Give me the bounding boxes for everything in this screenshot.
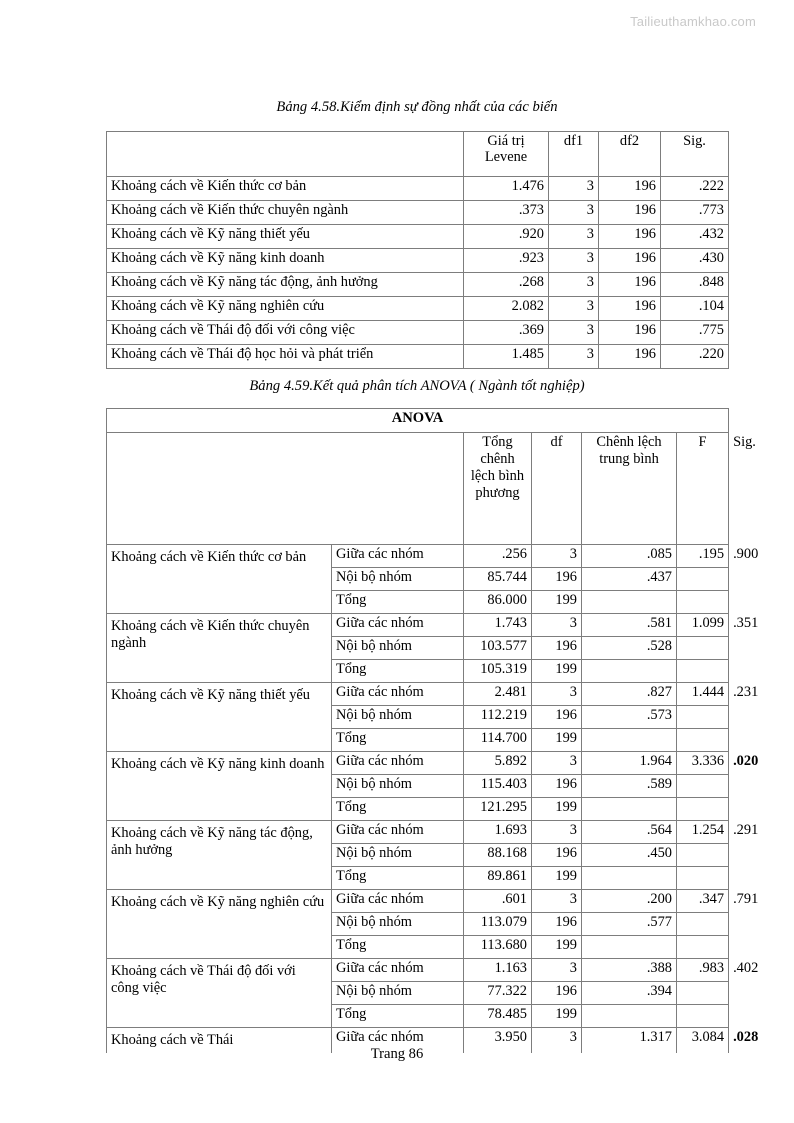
anova-sum-squares: 3.950 [464, 1028, 532, 1054]
anova-group-label: Khoảng cách về Kiến thức chuyên ngành [107, 614, 332, 683]
anova-sum-squares: 1.163 [464, 959, 532, 982]
anova-source-label: Tổng [332, 660, 464, 683]
anova-df: 196 [532, 775, 582, 798]
levene-row-value: .373 [464, 200, 549, 224]
levene-row-df2: 196 [599, 272, 661, 296]
levene-row-label: Khoảng cách về Thái độ đối với công việc [107, 320, 464, 344]
levene-row-sig: .104 [661, 296, 729, 320]
anova-source-label: Tổng [332, 591, 464, 614]
anova-mean-square [582, 660, 677, 683]
table-row: Khoảng cách về Thái độ đối với công việc Giữa các nhóm 1.163 3 .388 .983 .402 [107, 959, 729, 982]
table-row [107, 344, 729, 368]
anova-mean-square [582, 798, 677, 821]
anova-mean-square: .437 [582, 568, 677, 591]
levene-row-df2: 196 [599, 248, 661, 272]
anova-source-label: Nội bộ nhóm [332, 637, 464, 660]
anova-f-value [677, 936, 729, 959]
table-row [107, 224, 729, 248]
levene-row-df1: 3 [549, 344, 599, 368]
anova-df: 3 [532, 821, 582, 844]
anova-mean-square: 1.317 [582, 1028, 677, 1054]
levene-row-sig: .220 [661, 344, 729, 368]
page-footer: Trang 86 [370, 1046, 424, 1062]
anova-sum-squares: 112.219 [464, 706, 532, 729]
anova-f-value [677, 706, 729, 729]
anova-df: 3 [532, 752, 582, 775]
table-row: Khoảng cách về Kỹ năng nghiên cứu Giữa các nhóm .601 3 .200 .347 .791 [107, 890, 729, 913]
anova-df: 196 [532, 568, 582, 591]
anova-df: 199 [532, 660, 582, 683]
levene-header-df2: df2 [599, 131, 661, 176]
levene-row-df1: 3 [549, 272, 599, 296]
anova-mean-square: .394 [582, 982, 677, 1005]
anova-sum-squares: .601 [464, 890, 532, 913]
anova-group-label: Khoảng cách về Thái [107, 1028, 332, 1054]
anova-mean-square: .827 [582, 683, 677, 706]
anova-f-value [677, 729, 729, 752]
anova-df: 199 [532, 867, 582, 890]
anova-f-value [677, 844, 729, 867]
levene-row-label: Khoảng cách về Kiến thức chuyên ngành [107, 200, 464, 224]
anova-source-label: Tổng [332, 936, 464, 959]
watermark: Tailieuthamkhao.com [630, 14, 756, 29]
anova-header-blank [107, 433, 464, 545]
anova-group-label: Khoảng cách về Kỹ năng thiết yếu [107, 683, 332, 752]
anova-sum-squares: 77.322 [464, 982, 532, 1005]
anova-f-value: 1.444 [677, 683, 729, 706]
anova-mean-square [582, 591, 677, 614]
levene-row-sig: .430 [661, 248, 729, 272]
anova-f-value [677, 637, 729, 660]
anova-mean-square: 1.964 [582, 752, 677, 775]
document-content [106, 0, 759, 1053]
levene-row-label: Khoảng cách về Kỹ năng tác động, ảnh hưởng [107, 272, 464, 296]
anova-df: 3 [532, 683, 582, 706]
table-458-caption: Bảng 4.58.Kiểm định sự đồng nhất của các biến [276, 99, 558, 115]
anova-df: 3 [532, 614, 582, 637]
levene-row-df2: 196 [599, 224, 661, 248]
anova-sum-squares: 113.680 [464, 936, 532, 959]
anova-f-value [677, 867, 729, 890]
table-row: Khoảng cách về Kỹ năng thiết yếu Giữa các nhóm 2.481 3 .827 1.444 .231 [107, 683, 729, 706]
anova-f-value [677, 1005, 729, 1028]
anova-sum-squares: 103.577 [464, 637, 532, 660]
levene-row-df1: 3 [549, 224, 599, 248]
anova-f-value: 1.254 [677, 821, 729, 844]
anova-mean-square: .450 [582, 844, 677, 867]
levene-row-value: 1.476 [464, 176, 549, 200]
table-row [107, 272, 729, 296]
anova-header-sum-squares: Tổng chênh lệch bình phương [464, 433, 532, 545]
anova-df: 196 [532, 706, 582, 729]
anova-f-value [677, 775, 729, 798]
anova-mean-square [582, 936, 677, 959]
anova-mean-square: .528 [582, 637, 677, 660]
anova-header-f: F [677, 433, 729, 545]
anova-df: 199 [532, 591, 582, 614]
anova-source-label: Nội bộ nhóm [332, 568, 464, 591]
levene-row-df1: 3 [549, 320, 599, 344]
table-row [107, 200, 729, 224]
anova-mean-square: .581 [582, 614, 677, 637]
anova-source-label: Giữa các nhóm [332, 890, 464, 913]
anova-sum-squares: 121.295 [464, 798, 532, 821]
anova-df: 3 [532, 890, 582, 913]
levene-row-df2: 196 [599, 344, 661, 368]
anova-sum-squares: 1.693 [464, 821, 532, 844]
anova-sum-squares: 113.079 [464, 913, 532, 936]
anova-source-label: Tổng [332, 729, 464, 752]
anova-mean-square: .564 [582, 821, 677, 844]
anova-sum-squares: 88.168 [464, 844, 532, 867]
levene-row-df1: 3 [549, 200, 599, 224]
anova-df: 196 [532, 913, 582, 936]
levene-row-label: Khoảng cách về Kiến thức cơ bản [107, 176, 464, 200]
anova-source-label: Giữa các nhóm [332, 545, 464, 568]
anova-sum-squares: 2.481 [464, 683, 532, 706]
anova-source-label: Tổng [332, 798, 464, 821]
anova-sum-squares: 5.892 [464, 752, 532, 775]
anova-df: 199 [532, 1005, 582, 1028]
anova-f-value [677, 660, 729, 683]
anova-f-value: 1.099 [677, 614, 729, 637]
anova-title-cell: ANOVA [107, 409, 729, 433]
table-row [107, 248, 729, 272]
table-row [107, 320, 729, 344]
anova-sum-squares: 78.485 [464, 1005, 532, 1028]
levene-row-sig: .773 [661, 200, 729, 224]
levene-row-value: .369 [464, 320, 549, 344]
anova-sum-squares: .256 [464, 545, 532, 568]
anova-group-label: Khoảng cách về Kiến thức cơ bản [107, 545, 332, 614]
levene-row-df2: 196 [599, 296, 661, 320]
levene-row-sig: .432 [661, 224, 729, 248]
table-row: Khoảng cách về Kỹ năng kinh doanh Giữa các nhóm 5.892 3 1.964 3.336 .020 [107, 752, 729, 775]
anova-f-value [677, 798, 729, 821]
anova-df: 3 [532, 545, 582, 568]
table-row: Khoảng cách về Kỹ năng tác động, ảnh hưởng Giữa các nhóm 1.693 3 .564 1.254 .291 [107, 821, 729, 844]
anova-f-value: .983 [677, 959, 729, 982]
anova-f-value: .347 [677, 890, 729, 913]
levene-row-sig: .222 [661, 176, 729, 200]
levene-header-blank [107, 131, 464, 176]
anova-mean-square [582, 729, 677, 752]
anova-f-value [677, 591, 729, 614]
levene-row-value: 1.485 [464, 344, 549, 368]
levene-row-value: .923 [464, 248, 549, 272]
anova-df: 196 [532, 844, 582, 867]
levene-row-sig: .848 [661, 272, 729, 296]
table-row: Khoảng cách về Kiến thức cơ bản Giữa các nhóm .256 3 .085 .195 .900 [107, 545, 729, 568]
anova-f-value: .195 [677, 545, 729, 568]
anova-mean-square: .589 [582, 775, 677, 798]
anova-source-label: Nội bộ nhóm [332, 913, 464, 936]
anova-source-label: Giữa các nhóm [332, 683, 464, 706]
levene-row-value: .920 [464, 224, 549, 248]
anova-title-row [107, 409, 729, 433]
anova-header-row: Tổng chênh lệch bình phương df Chênh lệch trung bình F Sig. [107, 433, 729, 545]
table-row: Khoảng cách về Kiến thức chuyên ngành Giữa các nhóm 1.743 3 .581 1.099 .351 [107, 614, 729, 637]
anova-sum-squares: 86.000 [464, 591, 532, 614]
levene-row-label: Khoảng cách về Kỹ năng thiết yếu [107, 224, 464, 248]
anova-group-label: Khoảng cách về Thái độ đối với công việc [107, 959, 332, 1028]
anova-df: 196 [532, 637, 582, 660]
levene-header-row [107, 131, 729, 176]
anova-source-label: Giữa các nhóm [332, 959, 464, 982]
levene-row-label: Khoảng cách về Kỹ năng nghiên cứu [107, 296, 464, 320]
anova-df: 3 [532, 1028, 582, 1054]
anova-sum-squares: 1.743 [464, 614, 532, 637]
anova-df: 3 [532, 959, 582, 982]
anova-f-value [677, 913, 729, 936]
anova-source-label: Nội bộ nhóm [332, 982, 464, 1005]
anova-f-value: 3.084 [677, 1028, 729, 1054]
levene-row-df2: 196 [599, 176, 661, 200]
levene-row-df2: 196 [599, 200, 661, 224]
anova-sum-squares: 85.744 [464, 568, 532, 591]
levene-row-sig: .775 [661, 320, 729, 344]
anova-source-label: Nội bộ nhóm [332, 775, 464, 798]
anova-source-label: Tổng [332, 1005, 464, 1028]
levene-row-df2: 196 [599, 320, 661, 344]
anova-mean-square [582, 867, 677, 890]
levene-homogeneity-table [106, 131, 729, 369]
levene-row-df1: 3 [549, 296, 599, 320]
levene-header-value: Giá trị Levene [464, 131, 549, 176]
anova-group-label: Khoảng cách về Kỹ năng nghiên cứu [107, 890, 332, 959]
anova-df: 199 [532, 729, 582, 752]
levene-row-label: Khoảng cách về Thái độ học hỏi và phát triển [107, 344, 464, 368]
anova-df: 196 [532, 982, 582, 1005]
levene-row-df1: 3 [549, 176, 599, 200]
levene-header-sig: Sig. [661, 131, 729, 176]
anova-sum-squares: 105.319 [464, 660, 532, 683]
levene-header-df1: df1 [549, 131, 599, 176]
anova-f-value: 3.336 [677, 752, 729, 775]
anova-sum-squares: 89.861 [464, 867, 532, 890]
anova-source-label: Giữa các nhóm [332, 821, 464, 844]
anova-mean-square: .388 [582, 959, 677, 982]
anova-df: 199 [532, 798, 582, 821]
anova-mean-square [582, 1005, 677, 1028]
anova-source-label: Tổng [332, 867, 464, 890]
anova-f-value [677, 982, 729, 1005]
levene-row-value: .268 [464, 272, 549, 296]
anova-df: 199 [532, 936, 582, 959]
anova-header-mean-square: Chênh lệch trung bình [582, 433, 677, 545]
anova-f-value [677, 568, 729, 591]
anova-group-label: Khoảng cách về Kỹ năng kinh doanh [107, 752, 332, 821]
anova-source-label: Giữa các nhóm [332, 752, 464, 775]
anova-source-label: Nội bộ nhóm [332, 706, 464, 729]
levene-row-label: Khoảng cách về Kỹ năng kinh doanh [107, 248, 464, 272]
anova-mean-square: .577 [582, 913, 677, 936]
anova-sum-squares: 114.700 [464, 729, 532, 752]
anova-header-df: df [532, 433, 582, 545]
table-row: Khoảng cách về Thái Giữa các nhóm 3.950 3 1.317 3.084 .028 [107, 1028, 729, 1054]
table-row [107, 176, 729, 200]
anova-source-label: Giữa các nhóm [332, 614, 464, 637]
table-row [107, 296, 729, 320]
anova-results-table [106, 408, 759, 1053]
anova-source-label: Nội bộ nhóm [332, 844, 464, 867]
table-459-caption: Bảng 4.59.Kết quả phân tích ANOVA ( Ngành tốt nghiệp) [249, 377, 585, 394]
anova-mean-square: .085 [582, 545, 677, 568]
anova-sum-squares: 115.403 [464, 775, 532, 798]
anova-group-label: Khoảng cách về Kỹ năng tác động, ảnh hưởng [107, 821, 332, 890]
anova-mean-square: .200 [582, 890, 677, 913]
levene-row-df1: 3 [549, 248, 599, 272]
anova-mean-square: .573 [582, 706, 677, 729]
anova-source-label: Giữa các nhóm [332, 1028, 464, 1054]
levene-row-value: 2.082 [464, 296, 549, 320]
